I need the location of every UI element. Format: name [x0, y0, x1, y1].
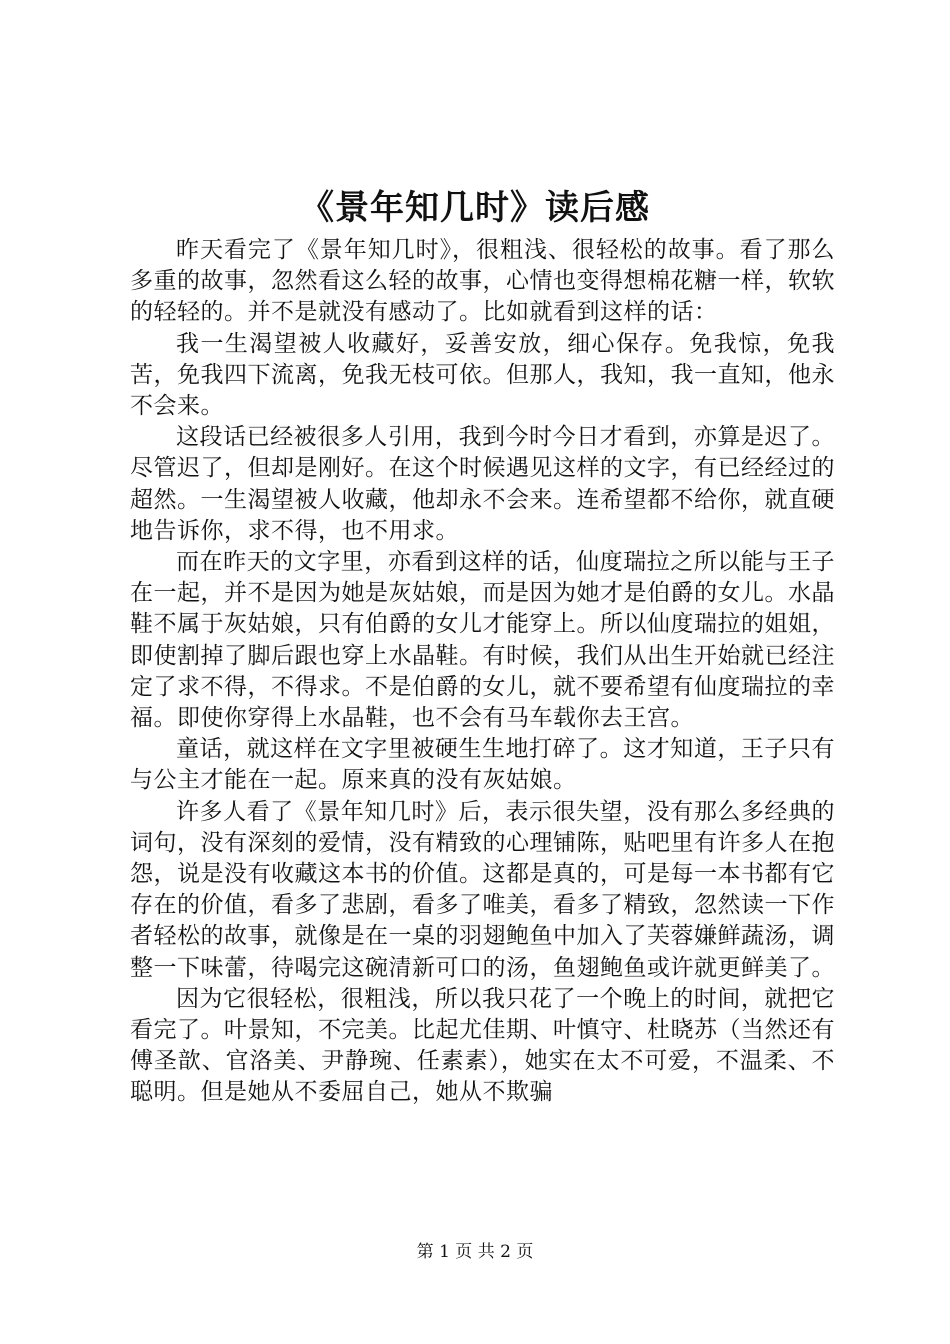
- paragraph: 许多人看了《景年知几时》后，表示很失望，没有那么多经典的词句，没有深刻的爱情，没有精致的心理铺陈，贴吧里有许多人在抱怨，说是没有收藏这本书的价值。这都是真的，可是每一本书都有它存在的价值，看多了悲剧，看多了唯美，看多了精致，忽然读一下作者轻松的故事，就像是在一桌的羽翅鲍鱼中加入了芙蓉嫌鲜蔬汤，调整一下味蕾，待喝完这碗清新可口的汤，鱼翅鲍鱼或许就更鲜美了。: [130, 798, 835, 981]
- paragraph: 昨天看完了《景年知几时》，很粗浅、很轻松的故事。看了那么多重的故事，忽然看这么轻的故事，心情也变得想棉花糖一样，软软的轻轻的。并不是就没有感动了。比如就看到这样的话：: [130, 237, 835, 326]
- document-body: [130, 235, 835, 1109]
- document-title: 《景年知几时》读后感: [300, 188, 650, 228]
- paragraph: 因为它很轻松，很粗浅，所以我只花了一个晚上的时间，就把它看完了。叶景知，不完美。比起尤佳期、叶慎守、杜晓苏（当然还有傅圣歆、官洛美、尹静琬、任素素），她实在太不可爱，不温柔、不聪明。但是她从不委屈自己，她从不欺骗: [130, 985, 835, 1106]
- page-footer: 第 1 页 共 2 页: [416, 1242, 534, 1262]
- paragraph: 而在昨天的文字里，亦看到这样的话，仙度瑞拉之所以能与王子在一起，并不是因为她是灰姑娘，而是因为她才是伯爵的女儿。水晶鞋不属于灰姑娘，只有伯爵的女儿才能穿上。所以仙度瑞拉的姐姐，即使割掉了脚后跟也穿上水晶鞋。有时候，我们从出生开始就已经注定了求不得，不得求。不是伯爵的女儿，就不要希望有仙度瑞拉的幸福。即使你穿得上水晶鞋，也不会有马车载你去王宫。: [130, 549, 835, 732]
- paragraph: 童话，就这样在文字里被硬生生地打碎了。这才知道，王子只有与公主才能在一起。原来真的没有灰姑娘。: [130, 736, 835, 794]
- paragraph: 这段话已经被很多人引用，我到今时今日才看到，亦算是迟了。尽管迟了，但却是刚好。在这个时候遇见这样的文字，有已经经过的超然。一生渴望被人收藏，他却永不会来。连希望都不给你，就直硬地告诉你，求不得，也不用求。: [130, 424, 835, 544]
- paragraph: 我一生渴望被人收藏好，妥善安放，细心保存。免我惊，免我苦，免我四下流离，免我无枝可依。但那人，我知，我一直知，他永不会来。: [130, 330, 835, 420]
